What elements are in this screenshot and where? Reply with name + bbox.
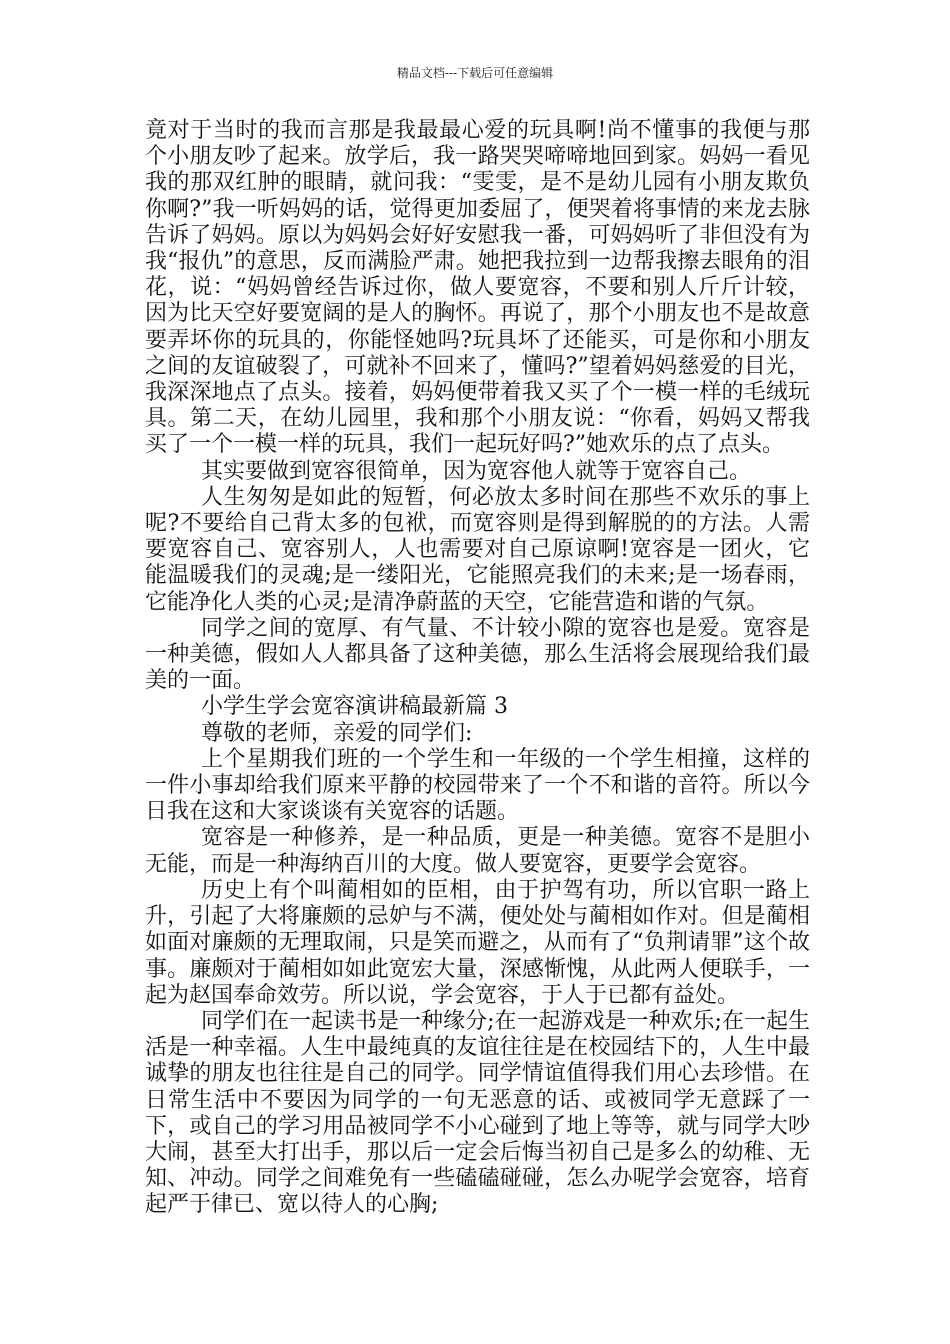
paragraph: 竟对于当时的我而言那是我最最心爱的玩具啊!尚不懂事的我便与那个小朋友吵了起来。放学后，我一路哭哭啼啼地回到家。妈妈一看见我的那双红肿的眼睛，就问我：“雯雯，是不是幼儿园有小朋友欺负你啊?”我一听妈妈的话，觉得更加委屈了，便哭着将事情的来龙去脉告诉了妈妈。原以为妈妈会好好安慰我一番，可妈妈听了非但没有为我“报仇”的意思，反而满脸严肃。她把我拉到一边帮我擦去眼角的泪花，说：“妈妈曾经告诉过你，做人要宽容，不要和别人斤斤计较，因为比天空好要宽阔的是人的胸怀。再说了，那个小朋友也不是故意要弄坏你的玩具的，你能怪她吗?玩具坏了还能买，可是你和小朋友之间的友谊破裂了，可就补不回来了，懂吗?”望着妈妈慈爱的目光，我深深地点了点头。接着，妈妈便带着我又买了个一模一样的毛绒玩具。第二天，在幼儿园里，我和那个小朋友说：“你看，妈妈又帮我买了一个一模一样的玩具，我们一起玩好吗?”她欢乐的点了点头。 bbox=[145, 118, 810, 458]
page-header: 精品文档---下载后可任意编辑 bbox=[396, 66, 554, 80]
paragraph: 上个星期我们班的一个学生和一年级的一个学生相撞，这样的一件小事却给我们原来平静的校园带来了一个不和谐的音符。所以今日我在这和大家谈谈有关宽容的话题。 bbox=[145, 746, 810, 825]
section-title: 小学生学会宽容演讲稿最新篇 3 bbox=[201, 694, 508, 720]
paragraph: 同学之间的宽厚、有气量、不计较小隙的宽容也是爱。宽容是一种美德，假如人人都具备了这种美德，那么生活将会展现给我们最美的一面。 bbox=[145, 615, 810, 694]
paragraph: 历史上有个叫蔺相如的臣相，由于护驾有功，所以官职一路上升，引起了大将廉颇的忌妒与不满，便处处与蔺相如作对。但是蔺相如面对廉颇的无理取闹，只是笑而避之，从而有了“负荆请罪”这个故事。廉颇对于蔺相如如此宽宏大量，深感惭愧，从此两人便联手，一起为赵国奉命效劳。所以说，学会宽容，于人于已都有益处。 bbox=[145, 877, 810, 1008]
document-body bbox=[145, 118, 810, 1219]
paragraph: 人生匆匆是如此的短暂，何必放太多时间在那些不欢乐的事上呢?不要给自己背太多的包袱，而宽容则是得到解脱的的方法。人需要宽容自己、宽容别人，人也需要对自己原谅啊!宽容是一团火，它能温暖我们的灵魂;是一缕阳光，它能照亮我们的未来;是一场春雨，它能净化人类的心灵;是清净蔚蓝的天空，它能营造和谐的气氛。 bbox=[145, 484, 810, 615]
paragraph: 其实要做到宽容很简单，因为宽容他人就等于宽容自己。 bbox=[201, 458, 752, 484]
paragraph: 同学们在一起读书是一种缘分;在一起游戏是一种欢乐;在一起生活是一种幸福。人生中最纯真的友谊往往是在校园结下的，人生中最诚挚的朋友也往往是自己的同学。同学情谊值得我们用心去珍惜。在日常生活中不要因为同学的一句无恶意的话、或被同学无意踩了一下，或自己的学习用品被同学不小心碰到了地上等等，就与同学大吵大闹，甚至大打出手，那以后一定会后悔当初自己是多么的幼稚、无知、冲动。同学之间难免有一些磕磕碰碰，怎么办呢学会宽容，培育起严于律已、宽以待人的心胸; bbox=[145, 1008, 810, 1218]
salutation: 尊敬的老师，亲爱的同学们: bbox=[201, 720, 473, 746]
paragraph: 宽容是一种修养，是一种品质，更是一种美德。宽容不是胆小无能，而是一种海纳百川的大度。做人要宽容，更要学会宽容。 bbox=[145, 825, 810, 877]
